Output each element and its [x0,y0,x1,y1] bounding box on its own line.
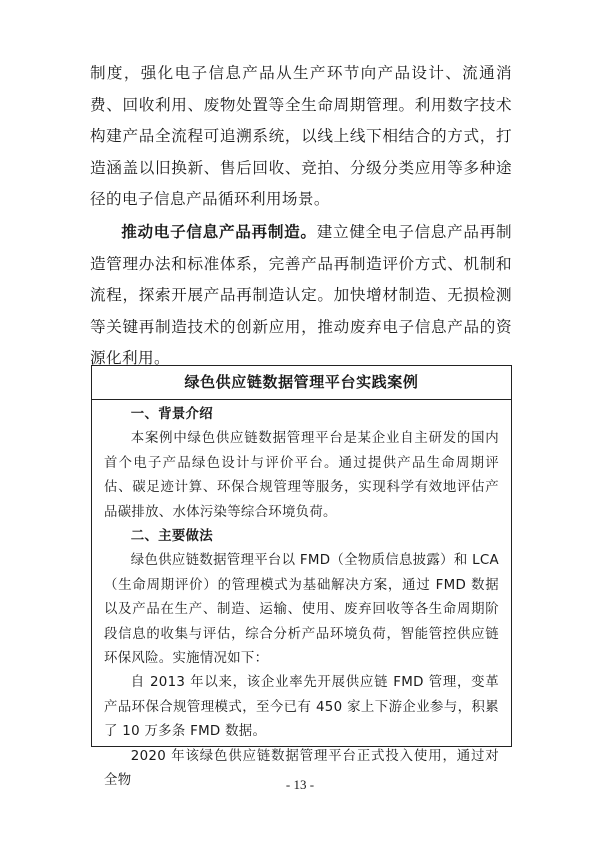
section-text-practice: 绿色供应链数据管理平台以 FMD（全物质信息披露）和 LCA（生命周期评价）的管理模式为基础解决方案，通过 FMD 数据以及产品在生产、制造、运输、使用、废弃回收等各生命周期阶段信息的收集与评估，综合分析产品环境负荷，智能管控供应链环保风险。实施情况如下： [104,553,499,667]
page-number: - 13 - [285,777,315,792]
paragraph-lifecycle: 制度，强化电子信息产品从生产环节向产品设计、流通消费、回收利用、废物处置等全生命周期管理。利用数字技术构建产品全流程可追溯系统，以线上线下相结合的方式，打造涵盖以旧换新、售后回收、竞拍、分级分类应用等多种途径的电子信息产品循环利用场景。 [90,64,512,209]
paragraph-remanufacture [90,216,512,375]
case-study-title: 绿色供应链数据管理平台实践案例 [92,366,511,400]
case-study-body [92,400,511,794]
section-text-background: 本案例中绿色供应链数据管理平台是某企业自主研发的国内首个电子产品绿色设计与评价平台。通过提供产品生命周期评估、碳足迹计算、环保合规管理等服务，实现科学有效地评估产品碳排放、水体污染等综合环境负荷。 [104,431,499,520]
body-text [90,58,512,375]
section-heading-practice: 二、主要做法 [130,529,213,545]
practice-item-platform: 2020 年该绿色供应链数据管理平台正式投入使用，通过对全物 [104,748,499,789]
case-study-box [91,365,512,789]
paragraph-rest: 建立健全电子信息产品再制造管理办法和标准体系，完善产品再制造评价方式、机制和流程，探索开展产品再制造认定。加快增材制造、无损检测等关键再制造技术的创新应用，推动废弃电子信息产品的资源化利用。 [90,222,512,368]
section-heading-background: 一、背景介绍 [130,407,213,422]
practice-item-fmd: 自 2013 年以来，该企业率先开展供应链 FMD 管理，变革产品环保合规管理模式，至今已有 450 家上下游企业参与，积累了 10 万多条 FMD 数据。 [104,675,499,740]
paragraph-lead: 推动电子信息产品再制造。 [121,221,317,241]
